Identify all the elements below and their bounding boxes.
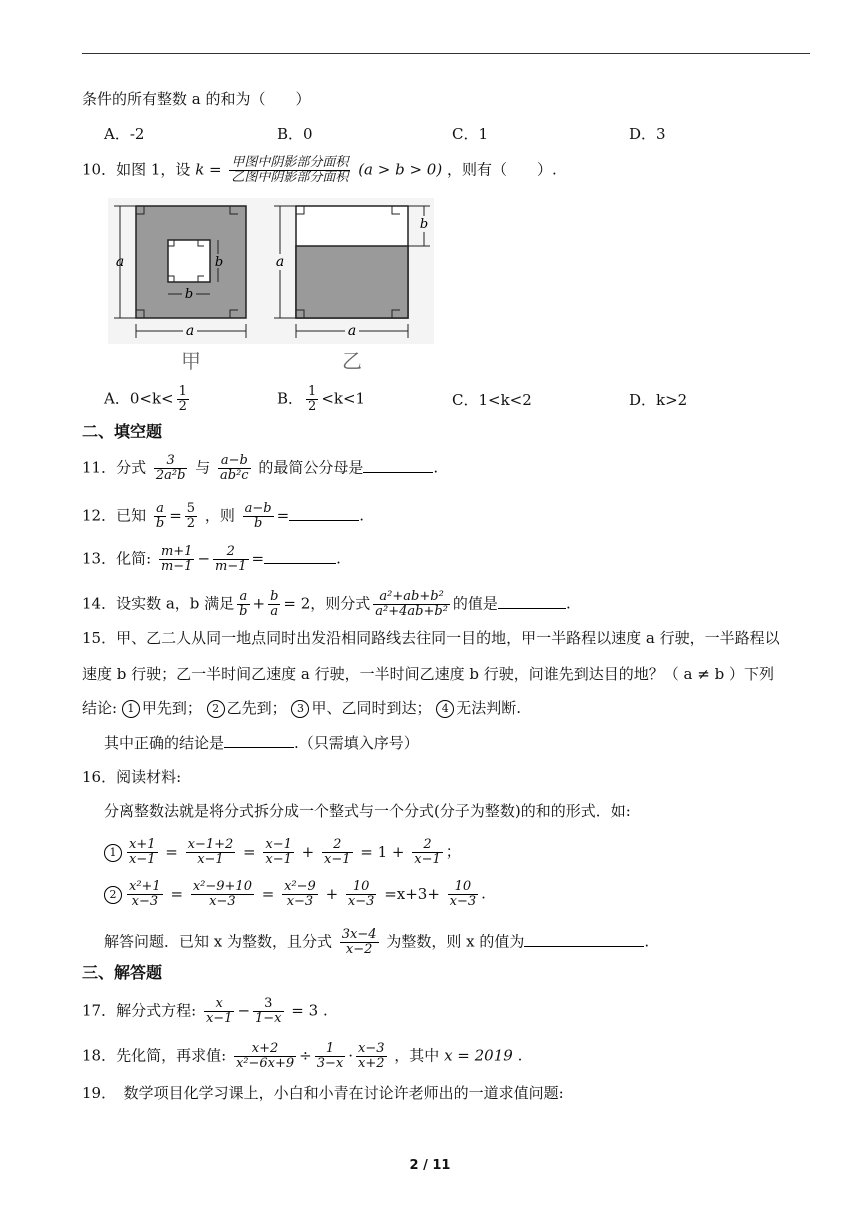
q18-dot: · xyxy=(348,1046,353,1065)
page-number: 2 / 11 xyxy=(409,1158,451,1173)
q13-frac1 xyxy=(159,545,195,574)
q16-e1-op-7: = 1 + xyxy=(355,842,410,861)
q11-answer-blank[interactable] xyxy=(363,456,433,473)
q9-option-d: D．3 xyxy=(629,125,666,143)
q15-answer-label: 其中正确的结论是 xyxy=(104,734,225,752)
q14-f1-den: b xyxy=(239,604,248,619)
q17-minus: − xyxy=(237,1001,251,1020)
q16-example-1 xyxy=(104,838,461,867)
q10-den: 乙图中阴影部分面积 xyxy=(231,170,349,185)
q10-a-pre: A．0<k< xyxy=(104,389,174,408)
q15-circle-4: 4 xyxy=(436,700,454,718)
q10-option-d: D．k>2 xyxy=(629,391,688,409)
q11-post: 的最简公分母是 xyxy=(258,458,364,477)
q14-f2-den: a xyxy=(270,604,279,619)
q11-pre: 11．分式 xyxy=(82,458,147,477)
inner-label-b-vertical: b xyxy=(214,255,224,270)
caption-jia: 甲 xyxy=(181,349,201,373)
q17-frac2 xyxy=(253,997,284,1026)
q16-e1-num-2: x−1+2 xyxy=(187,837,234,852)
q17 xyxy=(82,997,328,1026)
q11-f1-den: 2a²b xyxy=(155,468,186,483)
q16-e1-frac-0 xyxy=(127,838,158,867)
q11 xyxy=(82,454,438,483)
q10-num: 甲图中阴影部分面积 xyxy=(231,155,349,170)
q14-f2-num: b xyxy=(270,589,279,604)
q16-question-num: 3x−4 xyxy=(341,927,377,942)
q18-div: ÷ xyxy=(299,1046,312,1065)
q16-question-frac xyxy=(340,928,379,957)
q16-e2-num-0: x²+1 xyxy=(129,879,161,894)
q16-question-end: . xyxy=(644,932,650,951)
q16-question-pre: 解答问题．已知 x 为整数，且分式 xyxy=(104,932,332,951)
q10-a-frac xyxy=(177,385,189,414)
q16-e1-den-4: x−1 xyxy=(265,852,292,867)
q14-frac3 xyxy=(373,590,450,619)
q16-e1-frac-4 xyxy=(263,838,294,867)
q13-end: . xyxy=(336,549,341,568)
q13-minus: − xyxy=(197,549,211,568)
q10-figure xyxy=(108,198,438,378)
q18-condition: x = 2019 xyxy=(444,1046,513,1065)
q14-post: 的值是 xyxy=(452,594,498,613)
q14 xyxy=(82,590,571,619)
q13-f2-den: m−1 xyxy=(215,559,247,574)
q15-answer-note: .（只需填入序号） xyxy=(294,734,419,752)
q12-post: = xyxy=(276,506,290,525)
q16-example-2-end: . xyxy=(481,884,486,903)
q13 xyxy=(82,545,341,574)
left-label-a-vertical: a xyxy=(115,254,125,270)
q10-b-pre: B． xyxy=(277,389,304,408)
q10-option-a xyxy=(104,385,192,414)
q12-f2-den: 2 xyxy=(186,516,196,531)
q18-f2-den: 3−x xyxy=(316,1056,344,1071)
q10-a-den: 2 xyxy=(178,399,187,414)
q15-conclusion-3: 甲、乙同时到达； xyxy=(311,699,432,717)
q16-e1-frac-8 xyxy=(412,838,443,867)
q13-pre: 13．化简: xyxy=(82,549,152,568)
q9-option-c: C．1 xyxy=(452,125,489,143)
q13-frac2 xyxy=(213,545,249,574)
q17-post: = 3 . xyxy=(291,1001,328,1020)
q18-end: . xyxy=(517,1046,523,1065)
q18-f1-den: x²−6x+9 xyxy=(235,1056,295,1071)
left-label-a-bottom: a xyxy=(185,323,195,339)
q12-eq: = xyxy=(169,506,182,525)
q15-conclusion-2: 乙先到； xyxy=(226,699,287,717)
q16-example-1-end: ； xyxy=(445,842,461,861)
q16-question-den: x−2 xyxy=(345,942,373,957)
q18-pre: 18．先化简，再求值: xyxy=(82,1046,227,1065)
q12-frac1 xyxy=(154,502,166,531)
q10-option-b xyxy=(277,385,365,414)
q9-option-b: B．0 xyxy=(277,125,313,143)
q10-k: k = xyxy=(195,160,222,179)
q11-end: . xyxy=(433,458,439,477)
q15-conclusion-label: 结论: xyxy=(82,699,118,717)
q16-e1-den-2: x−1 xyxy=(197,852,224,867)
q17-f1-den: x−1 xyxy=(205,1011,233,1026)
q12-f1-den: b xyxy=(155,516,165,531)
q18-frac1 xyxy=(234,1042,296,1071)
q12-end: . xyxy=(359,506,364,525)
q16-circle-1: 1 xyxy=(104,844,122,862)
q10-b-den: 2 xyxy=(308,399,317,414)
q12-frac3 xyxy=(243,502,274,531)
q16-e1-frac-6 xyxy=(322,838,353,867)
q16-question-post: 为整数，则 x 的值为 xyxy=(386,932,525,951)
q16-circle-2: 2 xyxy=(104,886,122,904)
q16-e1-op-5: + xyxy=(296,842,319,861)
q16-e2-frac-2 xyxy=(191,880,254,909)
q16-e2-num-2: x²−9+10 xyxy=(192,879,252,894)
q16-e1-op-3: = xyxy=(238,842,261,861)
section-solve-heading: 三、解答题 xyxy=(82,963,163,982)
q9-option-a: A．-2 xyxy=(104,125,145,143)
q12-frac2 xyxy=(185,502,197,531)
right-label-a-bottom: a xyxy=(347,323,357,339)
q11-f2-den: ab²c xyxy=(220,468,249,483)
q16-example-2 xyxy=(104,880,486,909)
q14-f1-num: a xyxy=(237,590,249,605)
q16-e2-frac-6 xyxy=(346,880,377,909)
q15-answer-blank[interactable] xyxy=(224,731,294,748)
q14-frac2 xyxy=(268,590,280,619)
q12-f2-num: 5 xyxy=(186,501,196,516)
q10-b-post: <k<1 xyxy=(321,389,366,408)
q16-example-2-math xyxy=(124,879,481,909)
q12-f3-num: a−b xyxy=(244,501,272,516)
q12-pre: 12．已知 xyxy=(82,506,147,525)
q16-e2-num-6: 10 xyxy=(346,880,377,895)
caption-yi: 乙 xyxy=(342,349,362,373)
q16-e2-den-6: x−3 xyxy=(347,894,375,909)
q15-line2: 速度 b 行驶；乙一半时间乙速度 a 行驶，一半时间乙速度 b 行驶，问谁先到达目的地？（ a ≠ b ）下列 xyxy=(82,665,774,683)
q10-option-c: C．1<k<2 xyxy=(452,391,532,409)
q16-question xyxy=(104,928,649,957)
q12-answer-blank[interactable] xyxy=(289,504,359,521)
q14-plus: + xyxy=(252,594,266,613)
q18-post: ，其中 xyxy=(394,1046,440,1065)
q10-a-num: 1 xyxy=(178,384,187,399)
q14-f3-den: a²+4ab+b² xyxy=(375,604,448,619)
q16-e1-num-6: 2 xyxy=(322,838,353,853)
right-shaded-rect xyxy=(296,246,408,318)
q13-f2-num: 2 xyxy=(213,545,249,560)
inner-label-b-horizontal: b xyxy=(184,287,194,302)
q14-pre: 14．设实数 a，b 满足 xyxy=(82,594,235,613)
q17-f1-num: x xyxy=(204,997,235,1012)
q14-end: . xyxy=(565,594,571,613)
q16-e2-op-5: + xyxy=(320,884,343,903)
header-rule xyxy=(82,53,810,54)
q10-b-frac xyxy=(306,385,318,414)
q16-e1-den-8: x−1 xyxy=(414,852,441,867)
q19: 19． 数学项目化学习课上，小白和小青在讨论许老师出的一道求值问题: xyxy=(82,1084,564,1102)
q14-f3-num: a²+ab+b² xyxy=(373,590,450,605)
q16-e2-num-8: 10 xyxy=(448,880,479,895)
q14-eq: = 2，则分式 xyxy=(283,594,371,613)
q18-f2-num: 1 xyxy=(315,1042,346,1057)
q17-frac1 xyxy=(204,997,235,1026)
q16-e1-frac-2 xyxy=(186,838,236,867)
q15-circle-1: 1 xyxy=(122,700,140,718)
q17-f2-den: 1−x xyxy=(255,1011,282,1026)
q15-line1: 15．甲、乙二人从同一地点同时出发沿相同路线去往同一目的地，甲一半路程以速度 a 行驶，一半路程以 xyxy=(82,629,780,647)
q12 xyxy=(82,502,364,531)
q16-e2-frac-8 xyxy=(448,880,479,909)
q11-f1-num: 3 xyxy=(154,454,188,469)
q13-f1-num: m+1 xyxy=(160,544,193,559)
q16-e2-den-2: x−3 xyxy=(209,894,236,909)
q15-circle-3: 3 xyxy=(291,700,309,718)
q10-fraction xyxy=(229,156,350,185)
q15-line4 xyxy=(104,731,419,754)
q15-conclusion-4: 无法判断. xyxy=(456,699,522,717)
q18-frac2 xyxy=(315,1042,346,1071)
q16-e1-den-6: x−1 xyxy=(324,852,351,867)
q16-title: 16．阅读材料: xyxy=(82,768,182,786)
q16-e1-op-1: = xyxy=(160,842,183,861)
right-label-a-vertical: a xyxy=(275,254,285,270)
q16-e2-den-8: x−3 xyxy=(449,894,477,909)
q11-frac2 xyxy=(218,454,251,483)
q13-answer-blank[interactable] xyxy=(264,547,336,564)
q16-intro: 分离整数法就是将分式拆分成一个整式与一个分式(分子为整数)的和的形式．如: xyxy=(104,802,631,820)
section-fill-blank-heading: 二、填空题 xyxy=(82,422,163,441)
q16-e2-den-4: x−3 xyxy=(286,894,314,909)
q10-condition: (a > b > 0) xyxy=(358,160,443,179)
q16-e2-op-3: = xyxy=(256,884,280,903)
q16-answer-blank[interactable] xyxy=(524,930,644,947)
q10-b-num: 1 xyxy=(308,384,317,399)
q17-pre: 17．解分式方程: xyxy=(82,1001,197,1020)
q14-answer-blank[interactable] xyxy=(498,592,566,609)
q11-f2-num: a−b xyxy=(218,454,251,469)
q17-f2-num: 3 xyxy=(253,997,284,1012)
q10-prefix: 10．如图 1，设 xyxy=(82,160,191,179)
q16-e2-num-4: x²−9 xyxy=(284,879,316,894)
q16-e2-frac-4 xyxy=(282,880,318,909)
q18-frac3 xyxy=(356,1042,387,1071)
q16-e1-num-4: x−1 xyxy=(265,837,292,852)
q12-f1-num: a xyxy=(154,502,166,517)
q15-line3 xyxy=(82,697,521,719)
q18-f3-den: x+2 xyxy=(358,1056,385,1071)
q15-conclusion-1: 甲先到； xyxy=(141,699,202,717)
q16-e1-num-8: 2 xyxy=(412,838,443,853)
q16-e2-den-0: x−3 xyxy=(131,894,159,909)
q13-f1-den: m−1 xyxy=(160,559,193,574)
q15-circle-2: 2 xyxy=(207,700,225,718)
q10-stem xyxy=(82,156,557,185)
q16-e2-op-7: =x+3+ xyxy=(379,884,445,903)
q14-frac1 xyxy=(237,590,249,619)
q13-post: = xyxy=(251,549,265,568)
q16-e2-op-1: = xyxy=(165,884,188,903)
q9-tail: 条件的所有整数 a 的和为（ ） xyxy=(82,90,311,108)
q12-f3-den: b xyxy=(253,516,263,531)
q18-f3-num: x−3 xyxy=(358,1041,385,1056)
q16-e1-num-0: x+1 xyxy=(129,837,156,852)
q12-mid: ，则 xyxy=(204,506,235,525)
q11-frac1 xyxy=(154,454,188,483)
q18-f1-num: x+2 xyxy=(234,1042,296,1057)
q18 xyxy=(82,1042,522,1071)
q16-e2-frac-0 xyxy=(127,880,163,909)
q16-e1-den-0: x−1 xyxy=(129,852,156,867)
right-label-b: b xyxy=(419,217,429,232)
q11-mid: 与 xyxy=(195,458,211,477)
q16-example-1-math xyxy=(124,837,446,867)
q10-suffix: ，则有（ ）. xyxy=(447,160,557,179)
